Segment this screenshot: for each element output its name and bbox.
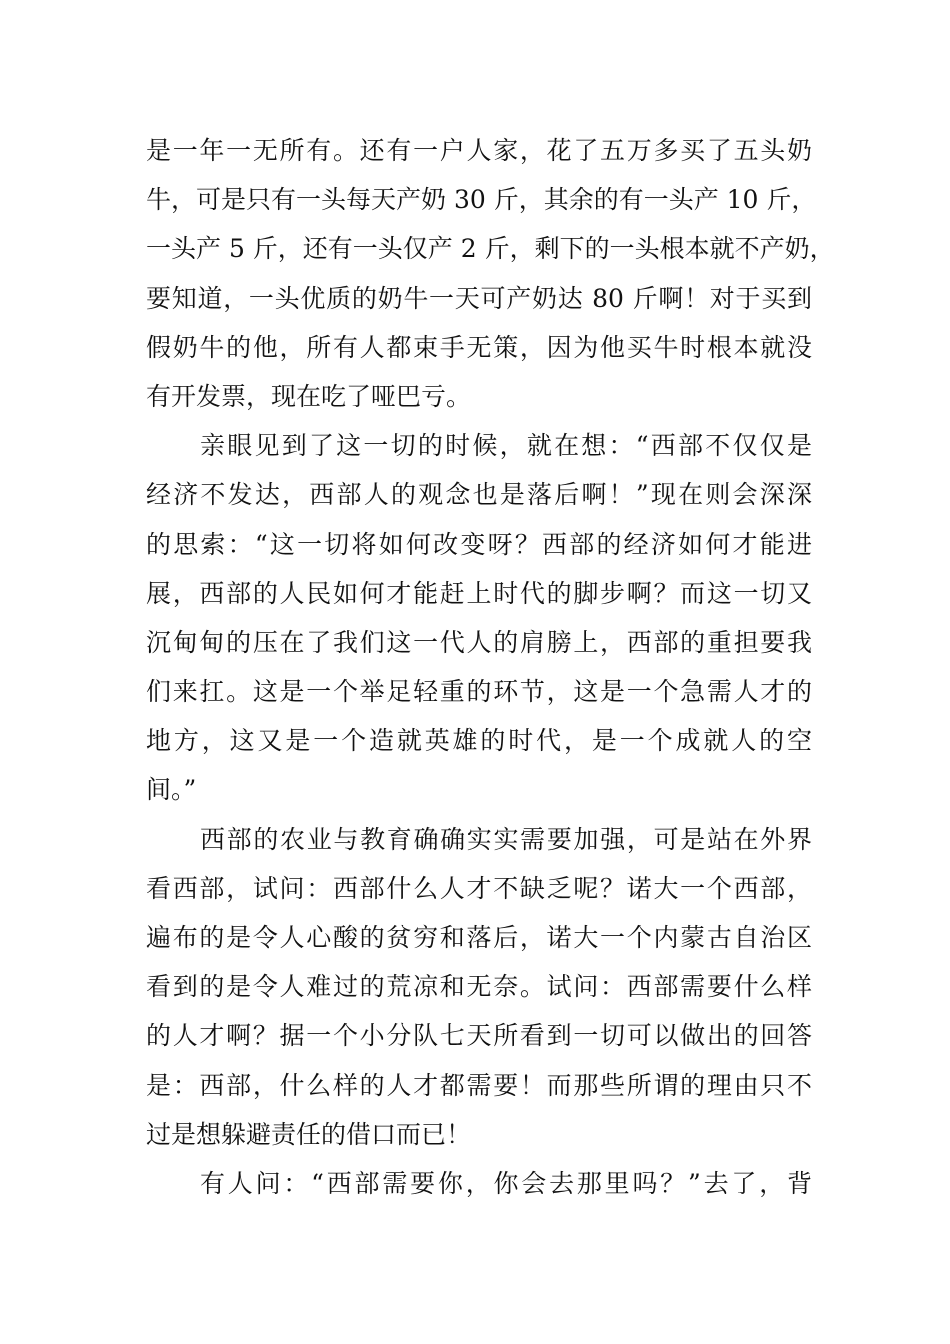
text-line: 沉甸甸的压在了我们这一代人的肩膀上，西部的重担要我 <box>146 627 812 657</box>
text-line: 假奶牛的他，所有人都束手无策，因为他买牛时根本就没 <box>146 332 812 362</box>
text-line: 有开发票，现在吃了哑巴亏。 <box>146 381 472 411</box>
text-line: 经济不发达，西部人的观念也是落后啊！”现在则会深深 <box>146 480 812 510</box>
text-line: 一头产 5 斤，还有一头仅产 2 斤，剩下的一头根本就不产奶， <box>146 234 835 264</box>
text-line: 过是想躲避责任的借口而已！ <box>146 1119 472 1149</box>
text-line: 间。” <box>146 775 197 805</box>
text-line: 地方，这又是一个造就英雄的时代，是一个成就人的空 <box>146 726 812 756</box>
text-line: 看到的是令人难过的荒凉和无奈。试问：西部需要什么样 <box>146 972 812 1002</box>
text-line: 要知道，一头优质的奶牛一天可产奶达 80 斤啊！对于买到 <box>146 283 812 313</box>
text-line: 们来扛。这是一个举足轻重的环节，这是一个急需人才的 <box>146 677 812 707</box>
text-line: 遍布的是令人心酸的贫穷和落后，诺大一个内蒙古自治区 <box>146 923 812 952</box>
text-line: 亲眼见到了这一切的时候，就在想：“西部不仅仅是 <box>200 431 812 461</box>
text-line: 有人问：“西部需要你，你会去那里吗？”去了，背 <box>200 1168 812 1198</box>
text-line: 是：西部，什么样的人才都需要！而那些所谓的理由只不 <box>146 1070 812 1100</box>
text-line: 是一年一无所有。还有一户人家，花了五万多买了五头奶 <box>146 136 812 165</box>
body-text <box>146 126 835 1208</box>
text-line: 的人才啊？据一个小分队七天所看到一切可以做出的回答 <box>146 1021 812 1051</box>
text-line: 牛，可是只有一头每天产奶 30 斤，其余的有一头产 10 斤， <box>146 185 817 215</box>
text-line: 的思索：“这一切将如何改变呀？西部的经济如何才能进 <box>146 529 812 559</box>
text-line: 展，西部的人民如何才能赶上时代的脚步啊？而这一切又 <box>146 578 812 608</box>
text-line: 看西部，试问：西部什么人才不缺乏呢？诺大一个西部， <box>146 873 812 903</box>
text-line: 西部的农业与教育确确实实需要加强，可是站在外界 <box>200 824 812 854</box>
